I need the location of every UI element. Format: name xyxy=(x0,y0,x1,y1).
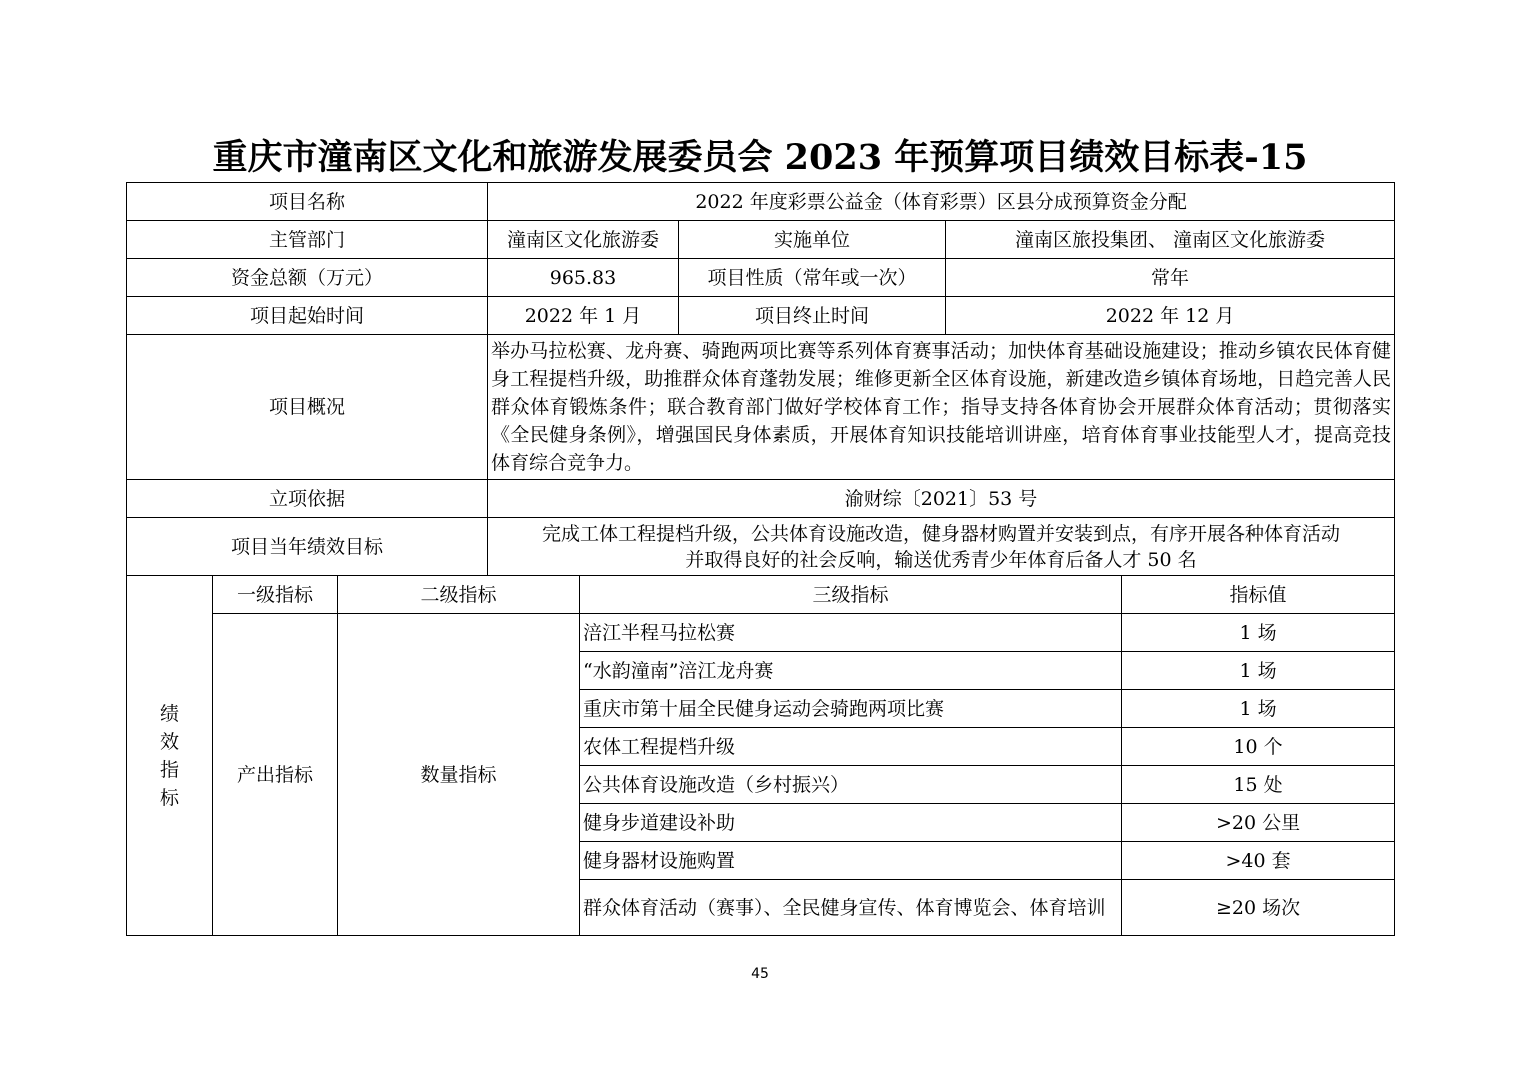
indicator-name: 公共体育设施改造（乡村振兴） xyxy=(580,766,1122,804)
performance-table-full xyxy=(126,182,1395,936)
indicator-value: 1 场 xyxy=(1122,690,1395,728)
dept-value: 潼南区文化旅游委 xyxy=(488,221,679,259)
nature-label: 项目性质（常年或一次） xyxy=(679,259,946,297)
header-level2: 二级指标 xyxy=(338,576,580,614)
indicator-name: 涪江半程马拉松赛 xyxy=(580,614,1122,652)
section-char-4: 标 xyxy=(159,786,179,809)
summary-label: 项目概况 xyxy=(127,335,488,480)
end-value: 2022 年 12 月 xyxy=(946,297,1395,335)
level2-value: 数量指标 xyxy=(338,614,580,936)
row-time xyxy=(127,297,1395,335)
page-title: 重庆市潼南区文化和旅游发展委员会 2023 年预算项目绩效目标表-15 xyxy=(212,137,1308,178)
indicator-name: 健身器材设施购置 xyxy=(580,842,1122,880)
row-project-name xyxy=(127,183,1395,221)
row-indicator-header xyxy=(127,576,1395,614)
goal-label: 项目当年绩效目标 xyxy=(127,518,488,576)
project-name-label: 项目名称 xyxy=(127,183,488,221)
header-level3: 三级指标 xyxy=(580,576,1122,614)
section-char-2: 效 xyxy=(159,730,179,753)
row-dept xyxy=(127,221,1395,259)
indicator-name: 农体工程提档升级 xyxy=(580,728,1122,766)
goal-line-2: 并取得良好的社会反响，输送优秀青少年体育后备人才 50 名 xyxy=(685,548,1197,571)
section-char-3: 指 xyxy=(159,758,179,781)
header-level1: 一级指标 xyxy=(213,576,338,614)
impl-value: 潼南区旅投集团、 潼南区文化旅游委 xyxy=(946,221,1395,259)
indicator-value: 10 个 xyxy=(1122,728,1395,766)
header-value: 指标值 xyxy=(1122,576,1395,614)
indicator-value: 1 场 xyxy=(1122,614,1395,652)
page-number: 45 xyxy=(751,966,769,982)
row-goal xyxy=(127,518,1395,576)
basis-value: 渝财综〔2021〕53 号 xyxy=(488,480,1395,518)
start-value: 2022 年 1 月 xyxy=(488,297,679,335)
level1-value: 产出指标 xyxy=(213,614,338,936)
impl-label: 实施单位 xyxy=(679,221,946,259)
basis-label: 立项依据 xyxy=(127,480,488,518)
dept-label: 主管部门 xyxy=(127,221,488,259)
start-label: 项目起始时间 xyxy=(127,297,488,335)
indicator-section-label xyxy=(127,576,213,936)
indicator-value: >40 套 xyxy=(1122,842,1395,880)
nature-value: 常年 xyxy=(946,259,1395,297)
indicator-name: 群众体育活动（赛事）、全民健身宣传、体育博览会、体育培训 xyxy=(580,880,1122,936)
summary-value: 举办马拉松赛、龙舟赛、骑跑两项比赛等系列体育赛事活动；加快体育基础设施建设；推动乡镇农民体育健身工程提档升级，助推群众体育蓬勃发展；维修更新全区体育设施，新建改造乡镇体育场地，日趋完善人民群众体育锻炼条件；联合教育部门做好学校体育工作；指导支持各体育协会开展群众体育活动；贯彻落实《全民健身条例》，增强国民身体素质，开展体育知识技能培训讲座，培育体育事业技能型人才，提高竞技体育综合竞争力。 xyxy=(488,335,1395,480)
indicator-name: 重庆市第十届全民健身运动会骑跑两项比赛 xyxy=(580,690,1122,728)
goal-value xyxy=(488,518,1395,576)
row-basis xyxy=(127,480,1395,518)
indicator-name: “水韵潼南”涪江龙舟赛 xyxy=(580,652,1122,690)
indicator-row xyxy=(127,614,1395,652)
goal-line-1: 完成工体工程提档升级，公共体育设施改造，健身器材购置并安装到点，有序开展各种体育活动 xyxy=(542,522,1341,545)
fund-label: 资金总额（万元） xyxy=(127,259,488,297)
project-name-value: 2022 年度彩票公益金（体育彩票）区县分成预算资金分配 xyxy=(488,183,1395,221)
indicator-value: ≥20 场次 xyxy=(1122,880,1395,936)
fund-value: 965.83 xyxy=(488,259,679,297)
end-label: 项目终止时间 xyxy=(679,297,946,335)
indicator-value: 1 场 xyxy=(1122,652,1395,690)
indicator-value: 15 处 xyxy=(1122,766,1395,804)
indicator-value: >20 公里 xyxy=(1122,804,1395,842)
row-summary xyxy=(127,335,1395,480)
indicator-name: 健身步道建设补助 xyxy=(580,804,1122,842)
row-fund xyxy=(127,259,1395,297)
section-char-1: 绩 xyxy=(159,702,179,725)
